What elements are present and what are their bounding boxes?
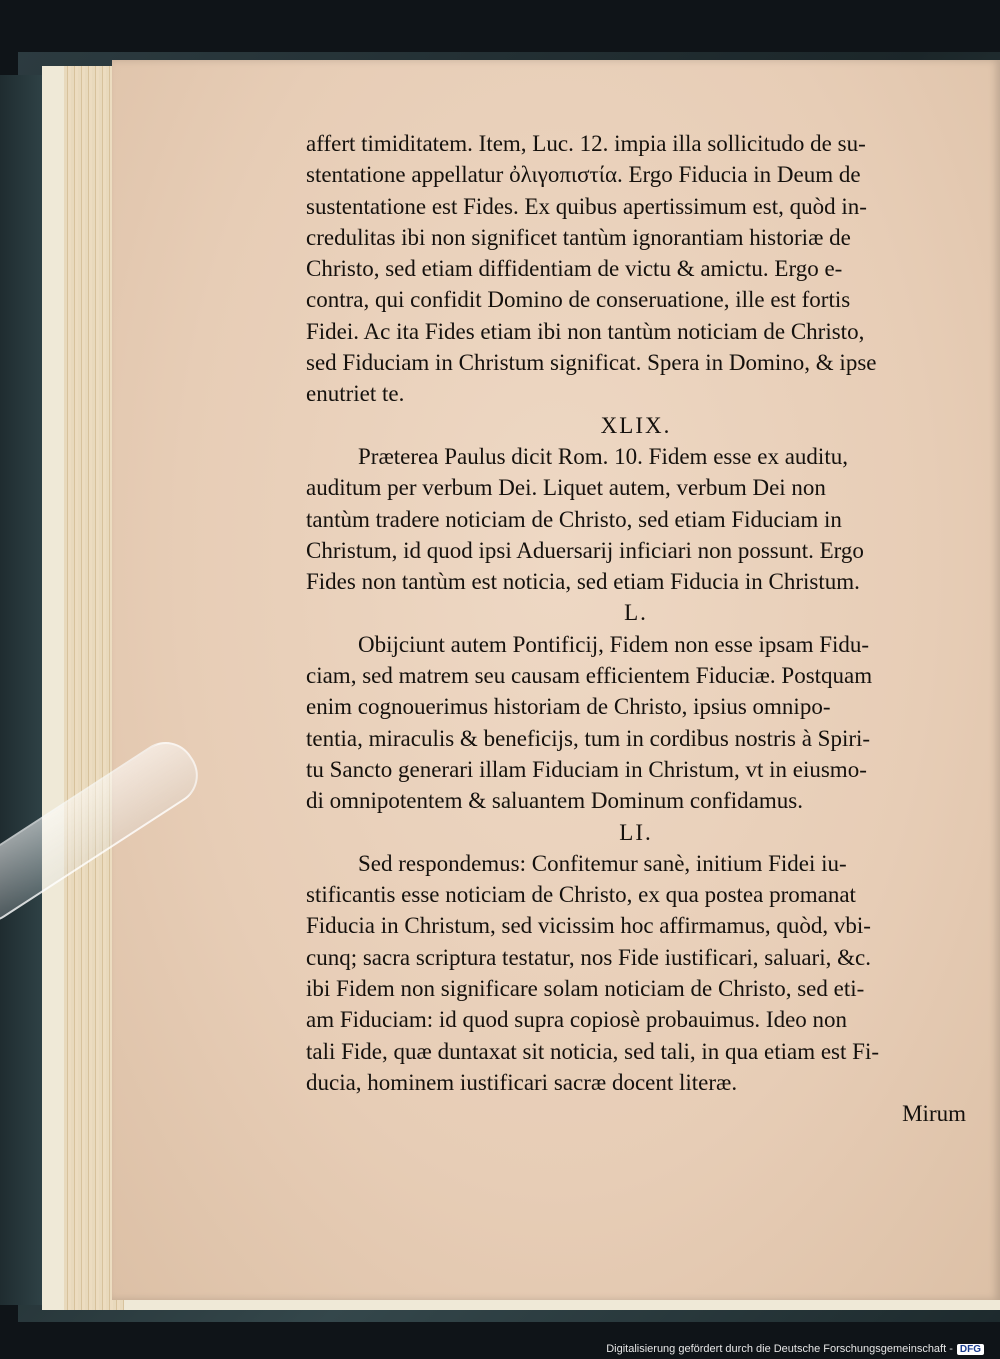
text-line: Obijciunt autem Pontificij, Fidem non esse ipsam Fidu- [358,631,870,657]
text-line: cunq; sacra scriptura testatur, nos Fide iustificari, saluari, &c. [306,944,871,970]
text-line: sed Fiduciam in Christum significat. Spera in Domino, & ipse [306,350,877,376]
text-line: contra, qui confidit Domino de conseruatione, ille est fortis [306,287,851,313]
section-heading-50: L. [624,600,648,626]
text-line: tentia, miraculis & beneficijs, tum in cordibus nostris à Spiri- [306,725,871,751]
text-line: Christo, sed etiam diffidentiam de victu & amictu. Ergo e- [306,256,843,282]
text-line: am Fiduciam: id quod supra copiosè probauimus. Ideo non [306,1007,848,1033]
text-line: Fiducia in Christum, sed vicissim hoc affirmamus, quòd, vbi- [306,913,871,939]
footer-text: Digitalisierung gefördert durch die Deutsche Forschungsgemeinschaft - [606,1343,953,1355]
text-line: sustentatione est Fides. Ex quibus apertissimum est, quòd in- [306,193,867,219]
text-line: tali Fide, quæ duntaxat sit noticia, sed tali, in qua etiam est Fi- [306,1038,879,1064]
text-line: Præterea Paulus dicit Rom. 10. Fidem esse ex auditu, [358,443,848,469]
text-line: stificantis esse noticiam de Christo, ex qua postea promanat [306,882,856,908]
page-text [306,128,966,1130]
text-line: tu Sancto generari illam Fiduciam in Christum, vt in eiusmo- [306,756,867,782]
text-line: ibi Fidem non significare solam noticiam de Christo, sed eti- [306,976,865,1002]
text-line: Fides non tantùm est noticia, sed etiam Fiducia in Christum. [306,569,860,595]
cover-edge [0,75,44,1305]
text-line: credulitas ibi non significet tantùm ignorantiam historiæ de [306,224,851,250]
text-line: tantùm tradere noticiam de Christo, sed etiam Fiduciam in [306,506,842,532]
footer [606,1343,984,1355]
text-line: auditum per verbum Dei. Liquet autem, verbum Dei non [306,475,826,501]
text-line: enim cognouerimus historiam de Christo, ipsius omnipo- [306,694,831,720]
text-line: ciam, sed matrem seu causam efficientem Fiduciæ. Postquam [306,663,873,689]
text-line: Fidei. Ac ita Fides etiam ibi non tantùm noticiam de Christo, [306,318,865,344]
text-line: Christum, id quod ipsi Aduersarij inficiari non possunt. Ergo [306,537,864,563]
dfg-logo: DFG [957,1344,984,1355]
section-heading-51: LI. [619,819,653,845]
catchword: Mirum [902,1101,966,1127]
text-line: di omnipotentem & saluantem Dominum confidamus. [306,788,803,814]
text-line: enutriet te. [306,381,405,407]
text-line: affert timiditatem. Item, Luc. 12. impia illa sollicitudo de su- [306,131,866,156]
text-line: Sed respondemus: Confitemur sanè, initium Fidei iu- [358,850,847,876]
section-heading-49: XLIX. [600,412,672,438]
text-line: ducia, hominem iustificari sacræ docent literæ. [306,1069,738,1095]
text-line: stentatione appellatur ὀλιγοπιστία. Ergo Fiducia in Deum de [306,162,861,188]
